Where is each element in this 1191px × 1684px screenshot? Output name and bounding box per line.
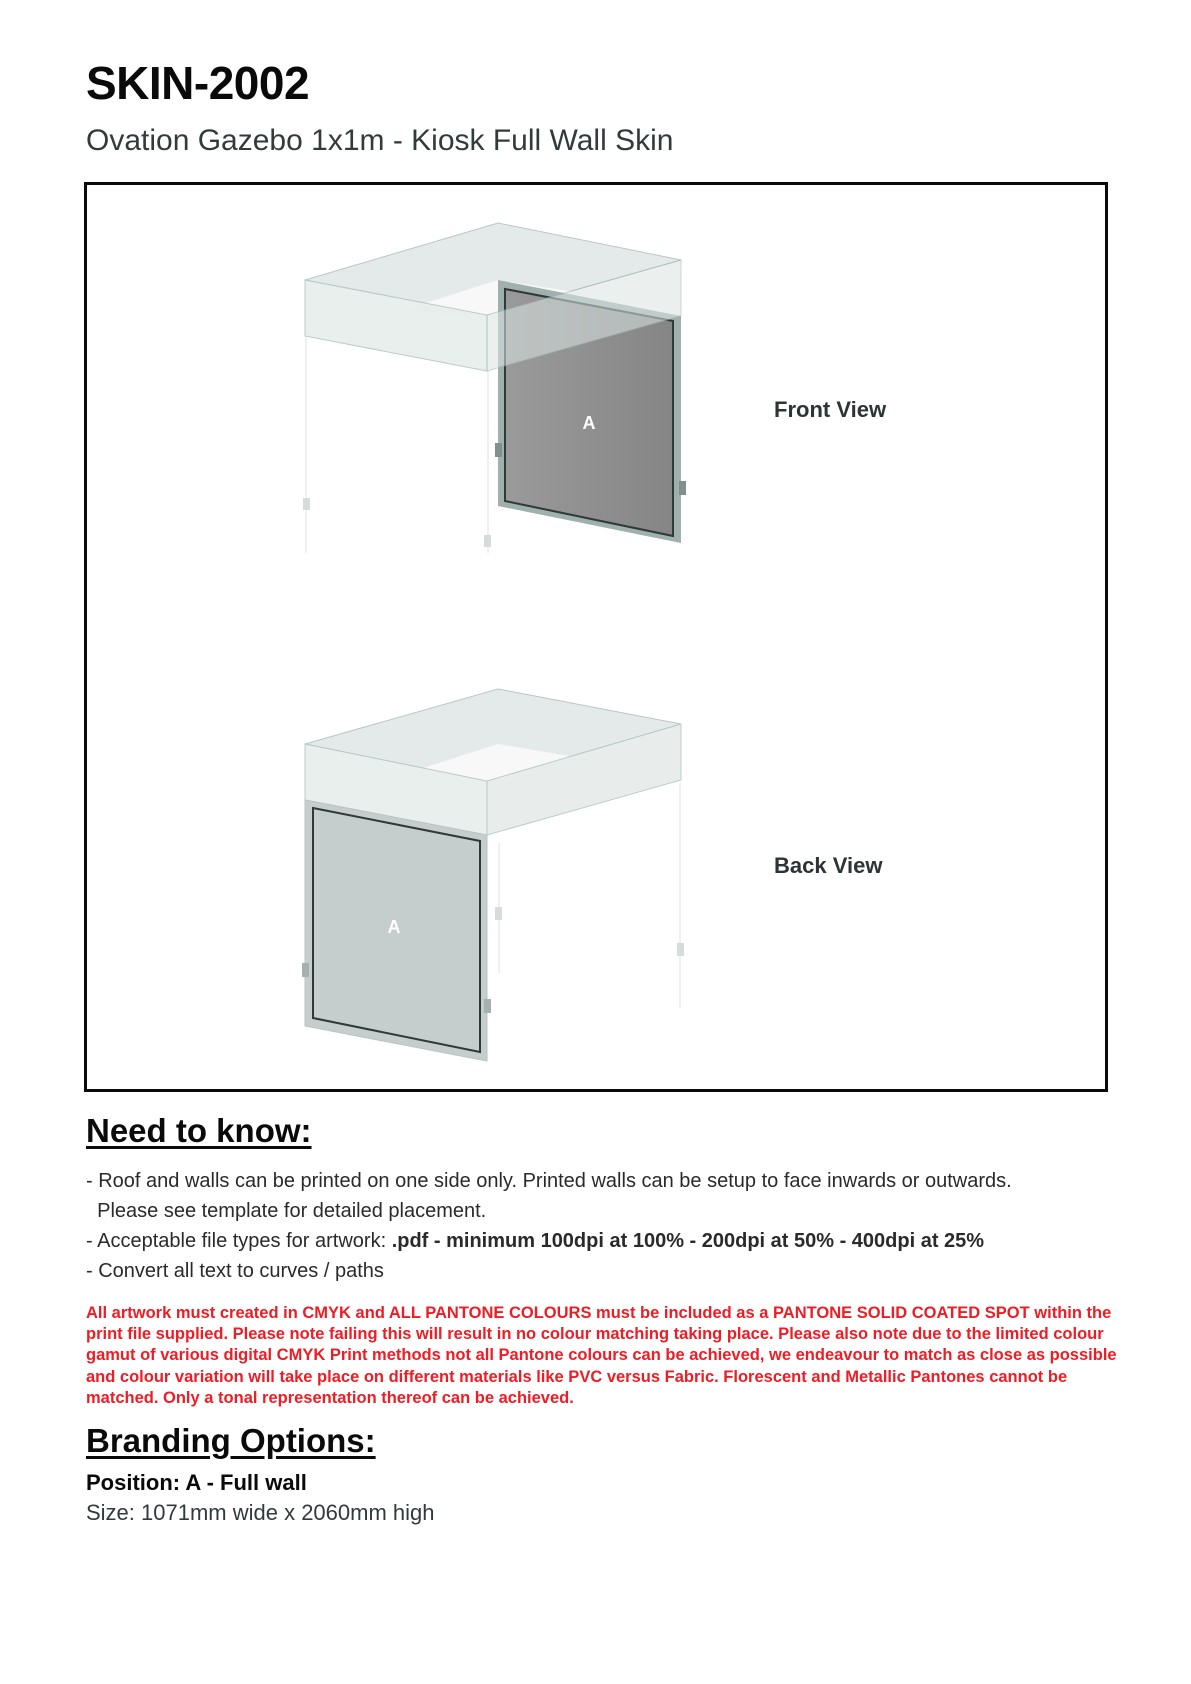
back-view-diagram bbox=[302, 689, 684, 1061]
back-panel-letter: A bbox=[387, 917, 401, 937]
front-view-diagram bbox=[303, 223, 686, 553]
branding-options-heading: Branding Options: bbox=[86, 1422, 376, 1459]
leg-clip bbox=[484, 535, 491, 547]
front-panel-letter: A bbox=[582, 413, 596, 433]
panel-clip bbox=[495, 443, 502, 457]
branding-size: Size: 1071mm wide x 2060mm high bbox=[86, 1500, 435, 1525]
back-view-label: Back View bbox=[774, 853, 883, 878]
panel-clip bbox=[302, 963, 309, 977]
note-item: Please see template for detailed placement. bbox=[86, 1200, 487, 1222]
need-to-know-heading: Need to know: bbox=[86, 1112, 312, 1149]
product-code-title: SKIN-2002 bbox=[86, 57, 310, 109]
panel-clip bbox=[484, 999, 491, 1013]
branding-position: Position: A - Full wall bbox=[86, 1470, 307, 1495]
note-item: - Convert all text to curves / paths bbox=[86, 1260, 384, 1282]
note-item-bold: .pdf - minimum 100dpi at 100% - 200dpi at 50% - 400dpi at 25% bbox=[391, 1230, 985, 1252]
colour-warning: All artwork must created in CMYK and ALL PANTONE COLOURS must be included as a PANTONE SOLID COATED SPOT within the print file supplied. Please note failing this will result in no colour matching taking place. Please also note due to the limited colour gamut of various digital CMYK Print methods not all Pantone colours can be achieved, we endeavour to match as close as possible and colour variation will take place on different materials like PVC versus Fabric. Florescent and Metallic Pantones cannot be matched. Only a tonal representation thereof can be achieved. bbox=[86, 1304, 1117, 1407]
gazebo-diagrams bbox=[87, 185, 1105, 1089]
leg-clip bbox=[677, 943, 684, 956]
note-item: - Roof and walls can be printed on one side only. Printed walls can be setup to face inwards or outwards. bbox=[86, 1170, 1012, 1192]
front-view-label: Front View bbox=[774, 397, 887, 422]
note-item-file-types bbox=[86, 1230, 984, 1253]
leg-clip bbox=[303, 498, 310, 510]
note-item-text: - Acceptable file types for artwork: bbox=[86, 1230, 392, 1252]
leg-clip bbox=[495, 907, 502, 920]
diagram-frame bbox=[84, 182, 1108, 1092]
product-subtitle: Ovation Gazebo 1x1m - Kiosk Full Wall Skin bbox=[86, 124, 674, 157]
panel-clip bbox=[679, 481, 686, 495]
